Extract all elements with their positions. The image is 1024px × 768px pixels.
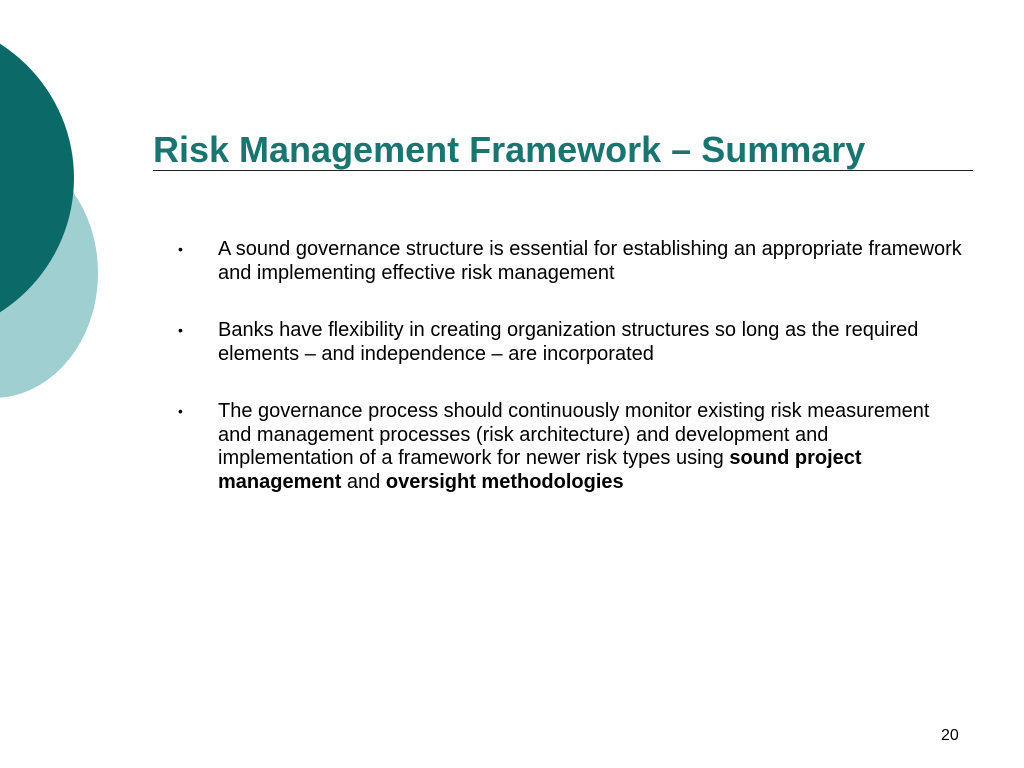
page-number: 20: [941, 727, 959, 744]
bullet-text-segment: The governance process should continuously monitor existing risk measurement and management processes (risk architecture) and development and implementation of a framework for newer risk types using: [218, 400, 930, 469]
slide-title: Risk Management Framework – Summary: [153, 129, 866, 170]
bullet-dot-icon: •: [178, 322, 183, 338]
bullet-text: [218, 319, 918, 365]
bullet-text: [218, 238, 962, 284]
bullet-text-segment: A sound governance structure is essential for establishing an appropriate framework and implementing effective risk management: [218, 238, 962, 284]
bullet-list: [178, 238, 968, 528]
bullet-item: [178, 319, 968, 366]
bullet-item: [178, 238, 968, 285]
bullet-text-emphasis: oversight methodologies: [385, 470, 624, 493]
title-underline: [153, 170, 973, 171]
bullet-text-emphasis: sound project management: [218, 447, 862, 493]
bullet-text: [218, 400, 929, 493]
bullet-dot-icon: •: [178, 403, 183, 419]
bullet-text-segment: and: [341, 470, 386, 493]
bullet-dot-icon: •: [178, 241, 183, 257]
bullet-text-segment: Banks have flexibility in creating organization structures so long as the required elements – and independence – are incorporated: [218, 319, 919, 365]
bullet-item: [178, 400, 968, 494]
